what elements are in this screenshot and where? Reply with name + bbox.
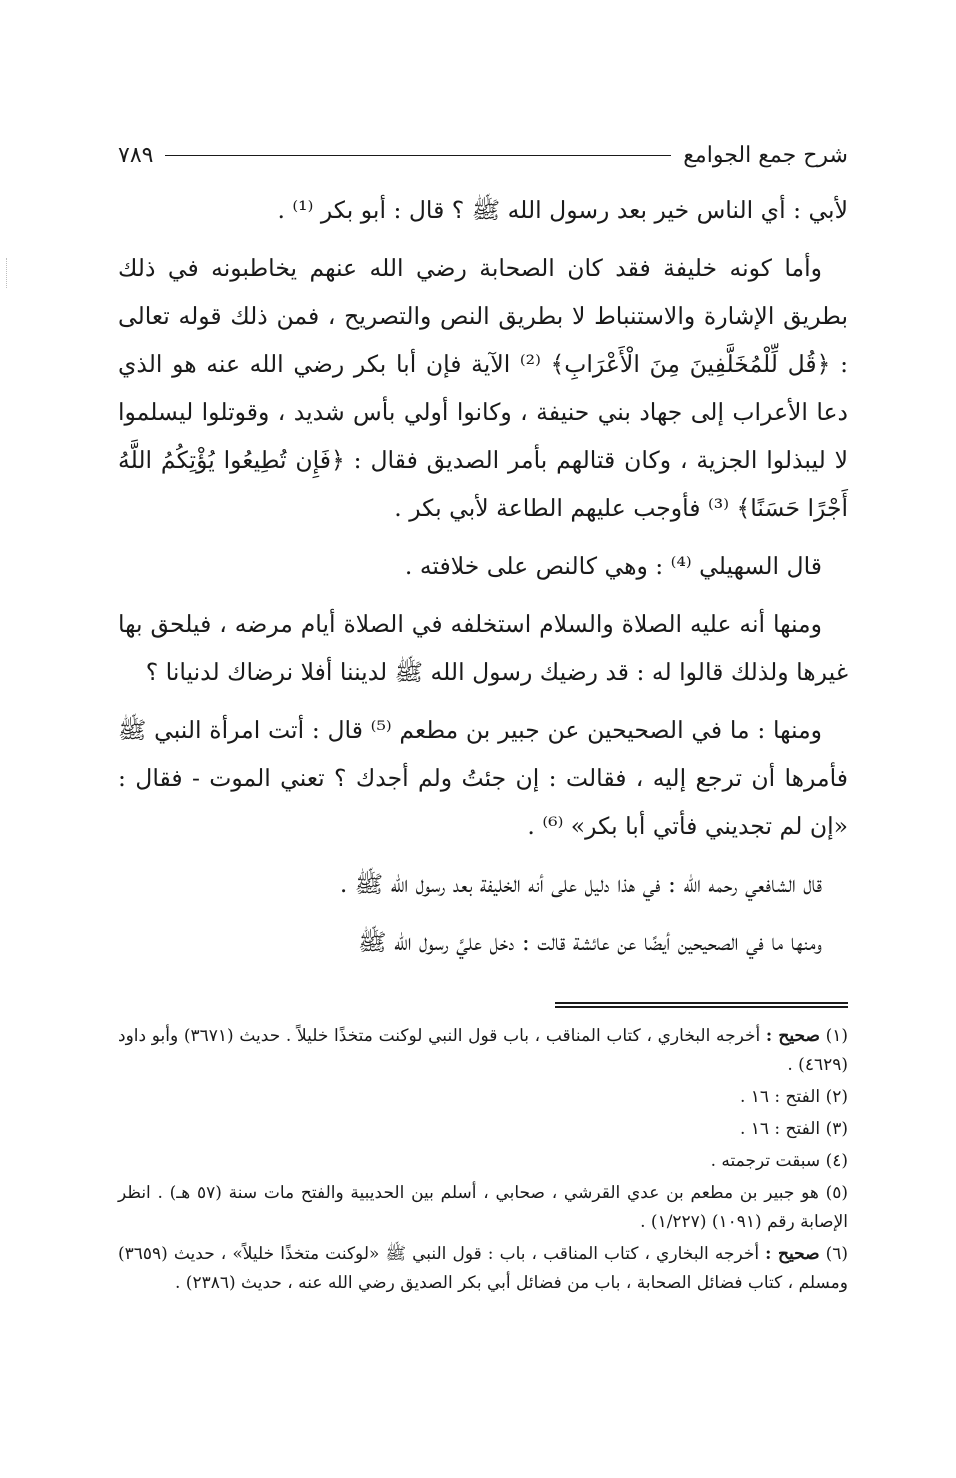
running-header — [118, 140, 848, 170]
footnote-marker: (٢) — [825, 1087, 848, 1107]
footnotes — [118, 1022, 848, 1301]
footnote — [118, 1115, 848, 1144]
footnote-text: أخرجه البخاري ، كتاب المناقب ، باب قول النبي لوكنت متخذًا خليلاً . حديث (٣٦٧١) وأبو داود (٤٦٢٩) . — [118, 1026, 848, 1075]
footnote — [118, 1022, 848, 1080]
footnote — [118, 1179, 848, 1237]
footnote-marker: (٦) — [825, 1244, 849, 1264]
margin-mark — [6, 258, 9, 288]
main-text — [118, 186, 848, 966]
footnote-grade: صحيح : — [765, 1026, 820, 1046]
paragraph: وأما كونه خليفة فقد كان الصحابة رضي الله عنهم يخاطبونه في ذلك بطريق الإشارة والاستنباط لا بطريق النص والتصريح ، فمن ذلك قوله تعالى : ﴿قُل لِّلْمُخَلَّفِينَ مِنَ الْأَعْرَابِ﴾ ⁽²⁾ الآية فإن أبا بكر رضي الله عنه هو الذي دعا الأعراب إلى جهاد بني حنيفة ، وكانوا أولي بأس شديد ، وقوتلوا ليسلموا لا ليبذلوا الجزية ، وكان قتالهم بأمر الصديق فقال : ﴿فَإِن تُطِيعُوا يُؤْتِكُمُ اللَّهُ أَجْرًا حَسَنًا﴾ ⁽³⁾ فأوجب عليهم الطاعة لأبي بكر . — [118, 254, 848, 522]
footnote-text: سبقت ترجمته . — [710, 1151, 821, 1171]
paragraph: لأبي : أي الناس خير بعد رسول الله ﷺ ؟ قال : أبو بكر ⁽¹⁾ . — [277, 196, 848, 224]
footnote-marker: (٣) — [825, 1119, 848, 1139]
footnote-grade: صحيح : — [765, 1244, 820, 1264]
footnote-separator — [555, 1002, 848, 1008]
page-number: ٧٨٩ — [118, 142, 154, 168]
header-rule — [165, 155, 671, 156]
footnote — [118, 1240, 848, 1298]
paragraph: ومنها ما في الصحيحين أيضًا عن عائشة قالت : دخل عليَّ رسول الله ﷺ — [358, 928, 822, 956]
footnote-marker: (٤) — [825, 1151, 848, 1171]
footnote — [118, 1083, 848, 1112]
footnote-marker: (٥) — [825, 1183, 849, 1203]
footnote-text: هو جبير بن مطعم بن عدي القرشي ، صحابي ، أسلم بين الحديبية والفتح مات سنة (٥٧ هـ) . انظر الإصابة رقم (١٠٩١) (١/٢٢٧) . — [118, 1183, 848, 1232]
footnote-text: الفتح : ١٦ . — [739, 1087, 821, 1107]
footnote — [118, 1147, 848, 1176]
book-title: شرح جمع الجوامع — [683, 142, 848, 168]
footnote-text: الفتح : ١٦ . — [739, 1119, 821, 1139]
footnote-text: أخرجه البخاري ، كتاب المناقب ، باب : قول النبي ﷺ «لوكنت متخذًا خليلاً» ، حديث (٣٦٥٩) ومسلم ، كتاب فضائل الصحابة ، باب من فضائل أبي بكر الصديق رضي الله عنه ، حديث (٢٣٨٦) . — [118, 1244, 848, 1293]
paragraph: ومنها أنه عليه الصلاة والسلام استخلفه في الصلاة أيام مرضه ، فيلحق بها غيرها ولذلك قالوا له : قد رضيك رسول الله ﷺ لديننا أفلا نرضاك لدنيانا ؟ — [118, 610, 848, 686]
footnote-marker: (١) — [825, 1026, 849, 1046]
paragraph: قال السهيلي ⁽⁴⁾ : وهي كالنص على خلافته . — [404, 552, 822, 580]
paragraph: قال الشافعي رحمه الله : في هذا دليل على أنه الخليفة بعد رسول الله ﷺ . — [339, 870, 822, 898]
paragraph: ومنها : ما في الصحيحين عن جبير بن مطعم ⁽⁵⁾ قال : أتت امرأة النبي ﷺ فأمرها أن ترجع إليه ، فقالت : إن جئتُ ولم أجدك ؟ تعني الموت - فقال : «إن لم تجديني فأتي أبا بكر» ⁽⁶⁾ . — [118, 716, 848, 840]
